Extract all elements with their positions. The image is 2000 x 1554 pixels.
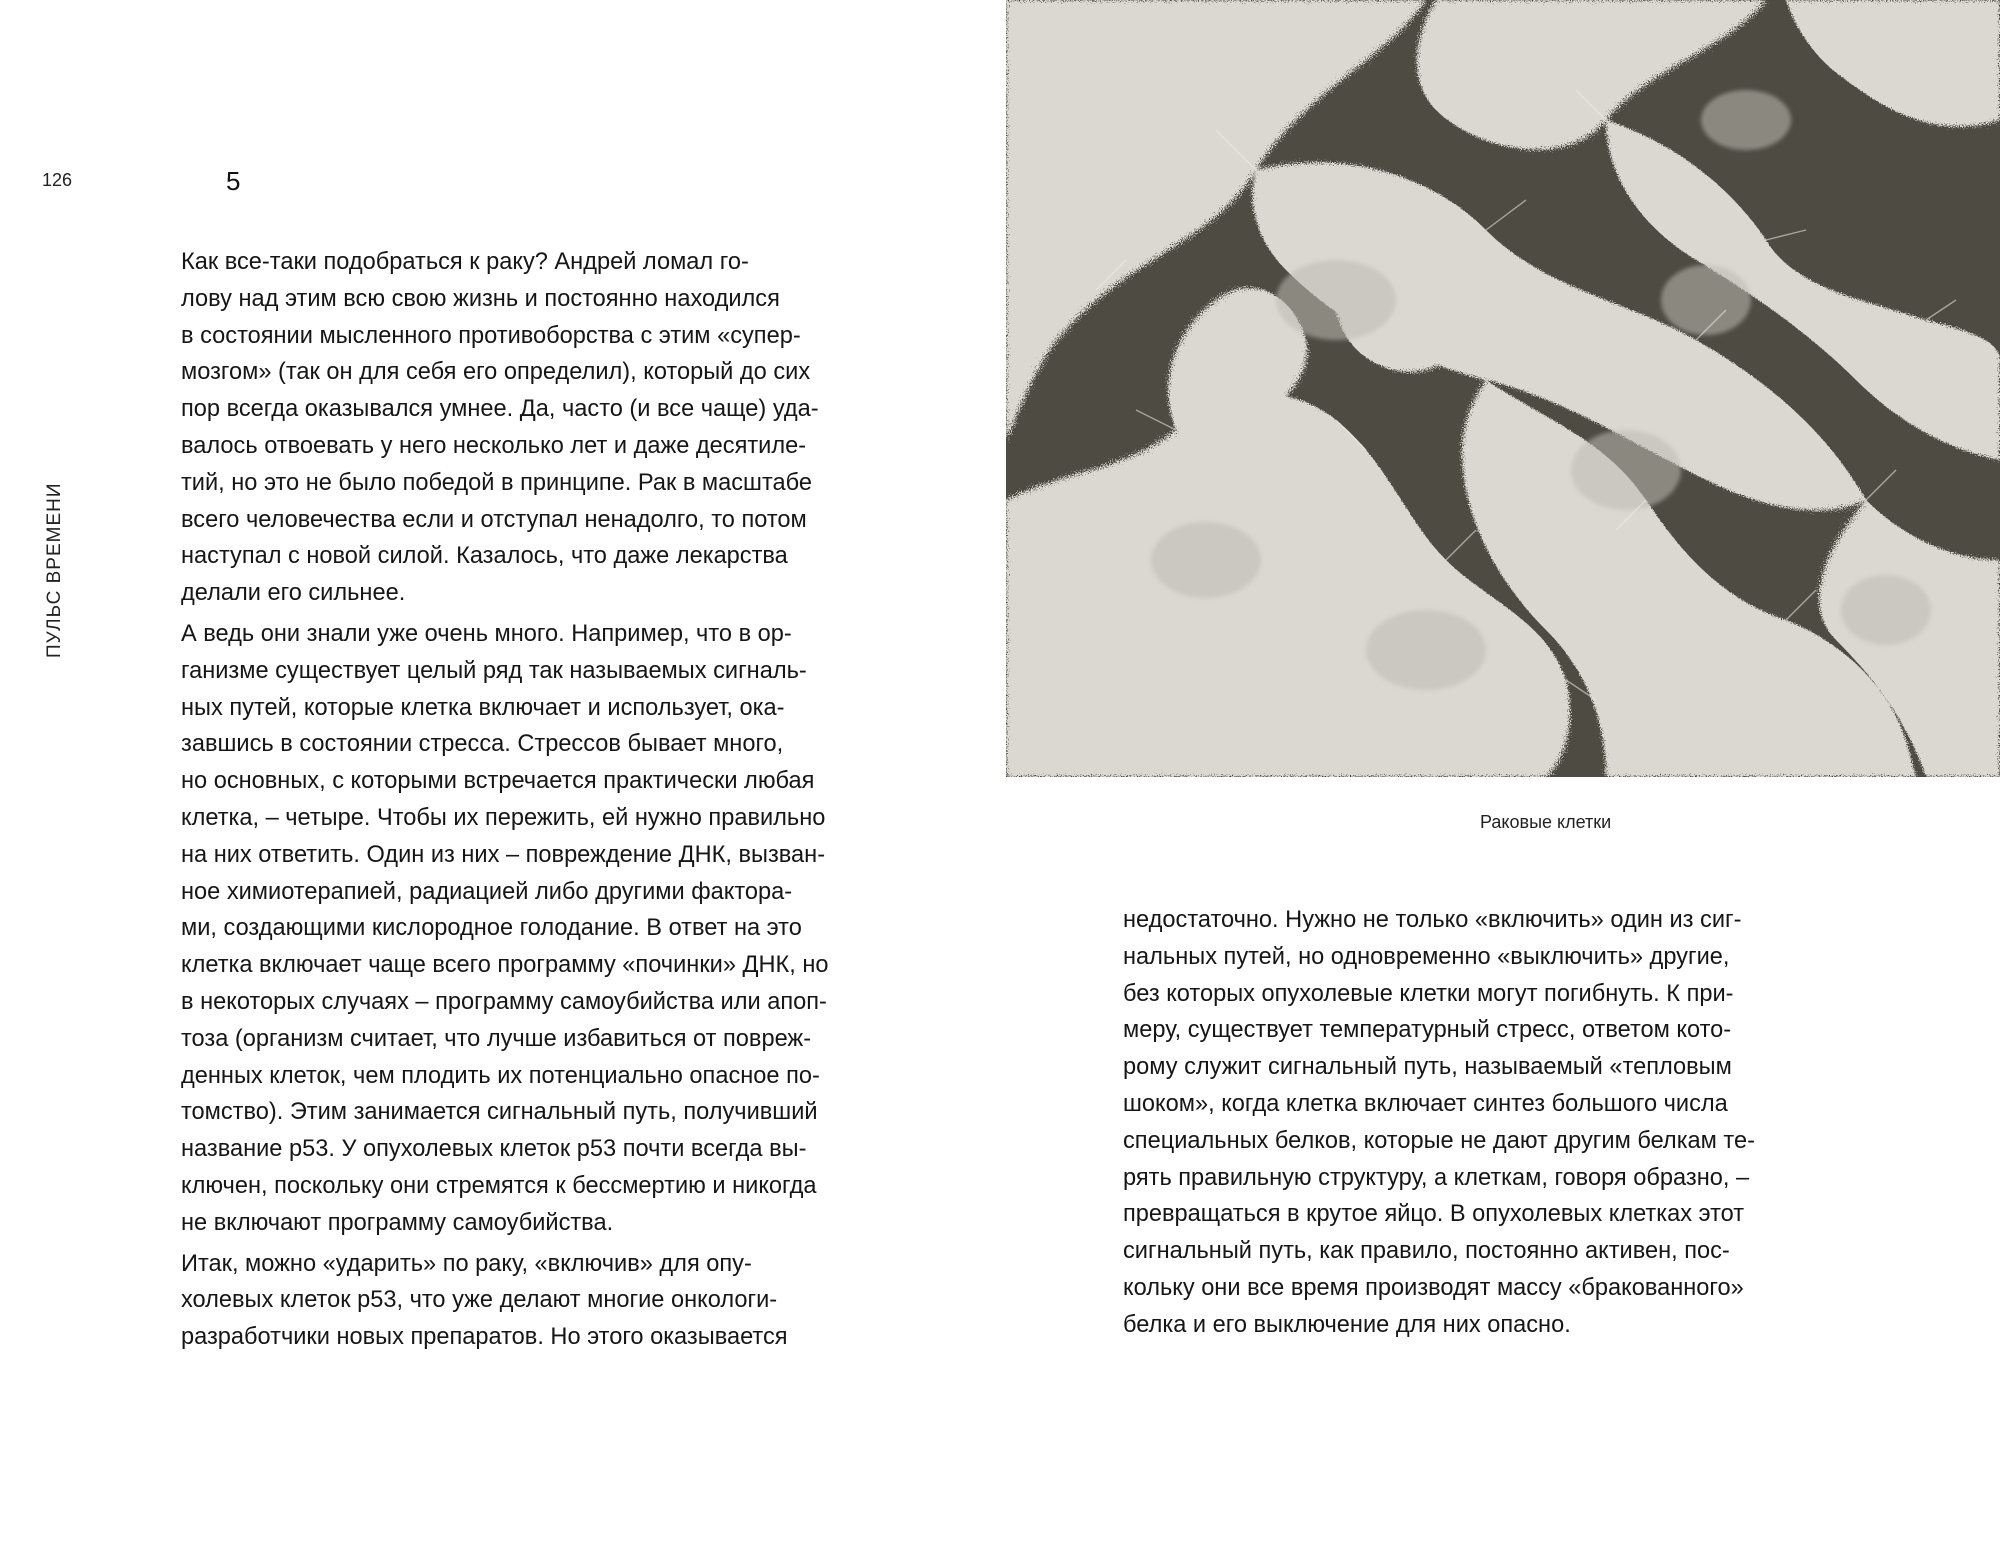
text-line: кольку они все время производят массу «бракованного»	[1123, 1274, 1744, 1301]
microscope-photo-icon	[1006, 0, 2000, 777]
text-line: завшись в состоянии стресса. Стрессов бывает много,	[181, 731, 784, 758]
text-line: сигнальный путь, как правило, постоянно активен, пос-	[1123, 1238, 1730, 1265]
paragraph-3	[181, 1246, 875, 1356]
text-line: делали его сильнее.	[181, 580, 406, 607]
text-line: мозгом» (так он для себя его определил), который до сих	[181, 359, 811, 386]
text-line: томство). Этим занимается сигнальный путь, получивший	[181, 1099, 818, 1126]
right-body-text	[1123, 902, 1817, 1344]
text-line: тий, но это не было победой в принципе. Рак в масштабе	[181, 469, 813, 496]
cancer-cells-photo	[1006, 0, 2000, 777]
text-line: ганизме существует целый ряд так называемых сигналь-	[181, 657, 807, 684]
text-line: нальных путей, но одновременно «выключить» другие,	[1123, 943, 1730, 970]
text-line: не включают программу самоубийства.	[181, 1209, 614, 1236]
text-line: в некоторых случаях – программу самоубийства или апоп-	[181, 988, 827, 1015]
text-line: на них ответить. Один из них – повреждение ДНК, вызван-	[181, 841, 826, 868]
text-line: денных клеток, чем плодить их потенциально опасное по-	[181, 1062, 820, 1089]
text-line: разработчики новых препаратов. Но этого оказывается	[181, 1324, 788, 1351]
text-line: клетка, – четыре. Чтобы их пережить, ей нужно правильно	[181, 804, 826, 831]
text-line: валось отвоевать у него несколько лет и даже десятиле-	[181, 432, 807, 459]
text-line: рять правильную структуру, а клеткам, говоря образно, –	[1123, 1164, 1750, 1191]
photo-caption: Раковые клетки	[1480, 812, 1612, 832]
text-line: ключен, поскольку они стремятся к бессмертию и никогда	[181, 1172, 817, 1199]
text-line: клетка включает чаще всего программу «починки» ДНК, но	[181, 952, 829, 979]
text-line: в состоянии мысленного противоборства с этим «супер-	[181, 322, 801, 349]
text-line: ных путей, которые клетка включает и использует, ока-	[181, 694, 785, 721]
text-line: лову над этим всю свою жизнь и постоянно находился	[181, 285, 780, 312]
text-line: меру, существует температурный стресс, ответом кото-	[1123, 1017, 1732, 1044]
paragraph-2	[181, 616, 875, 1242]
text-line: специальных белков, которые не дают другим белкам те-	[1123, 1127, 1755, 1154]
text-line: тоза (организм считает, что лучше избавиться от повреж-	[181, 1025, 812, 1052]
text-line: шоком», когда клетка включает синтез большого числа	[1123, 1090, 1728, 1117]
paragraph-1	[181, 244, 875, 612]
text-line: название p53. У опухолевых клеток p53 почти всегда вы-	[181, 1136, 807, 1163]
text-line: Итак, можно «ударить» по раку, «включив» для опу-	[181, 1250, 752, 1277]
text-line: недостаточно. Нужно не только «включить» один из сиг-	[1123, 907, 1742, 933]
left-body-text	[181, 240, 875, 1356]
running-head: ПУЛЬС ВРЕМЕНИ	[44, 482, 65, 658]
text-line: пор всегда оказывался умнее. Да, часто (и все чаще) уда-	[181, 396, 819, 423]
text-line: белка и его выключение для них опасно.	[1123, 1311, 1571, 1338]
text-line: рому служит сигнальный путь, называемый «тепловым	[1123, 1054, 1732, 1081]
page-number: 126	[42, 170, 73, 190]
text-line: А ведь они знали уже очень много. Например, что в ор-	[181, 620, 792, 647]
text-line: превращаться в крутое яйцо. В опухолевых клетках этот	[1123, 1201, 1745, 1228]
text-line: наступал с новой силой. Казалось, что даже лекарства	[181, 543, 788, 570]
text-line: Как все-таки подобраться к раку? Андрей ломал го-	[181, 249, 749, 275]
text-line: ное химиотерапией, радиацией либо другими фактора-	[181, 878, 793, 905]
text-line: всего человечества если и отступал ненадолго, то потом	[181, 506, 807, 533]
text-line: но основных, с которыми встречается практически любая	[181, 768, 815, 795]
chapter-number: 5	[226, 166, 241, 196]
text-line: без которых опухолевые клетки могут погибнуть. К при-	[1123, 980, 1734, 1007]
text-line: ми, создающими кислородное голодание. В ответ на это	[181, 915, 802, 942]
text-line: холевых клеток p53, что уже делают многие онкологи-	[181, 1287, 778, 1314]
